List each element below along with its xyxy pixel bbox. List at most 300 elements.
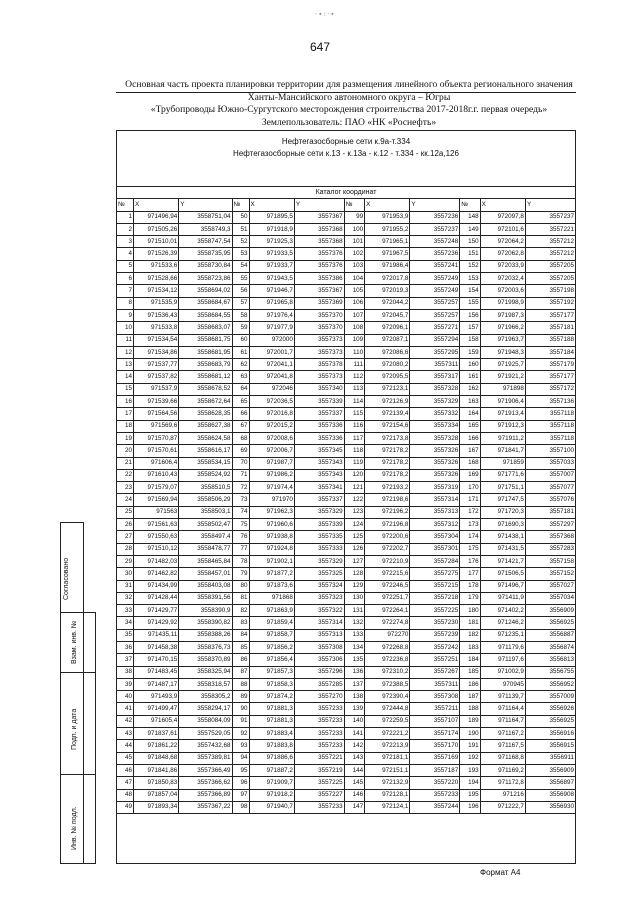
y-coordinate-cell: 3557027 <box>525 580 575 592</box>
table-row <box>117 580 576 592</box>
x-coordinate-cell: 971429,92 <box>133 617 178 629</box>
x-coordinate-cell: 971428,44 <box>133 592 178 604</box>
y-coordinate-cell: 3557378 <box>294 359 344 371</box>
table-row <box>117 678 576 690</box>
y-coordinate-cell: 3557296 <box>294 666 344 678</box>
table-row <box>117 801 576 813</box>
y-coordinate-cell: 3558681,75 <box>179 334 232 346</box>
y-coordinate-cell: 3558683,79 <box>179 359 232 371</box>
x-coordinate-cell: 971841,7 <box>480 445 525 457</box>
x-coordinate-cell: 971970 <box>249 494 294 506</box>
point-number-cell: 52 <box>232 236 249 248</box>
x-coordinate-cell: 971887,2 <box>249 764 294 776</box>
y-coordinate-cell: 3557373 <box>294 346 344 358</box>
table-row <box>117 297 576 309</box>
x-coordinate-cell: 971720,3 <box>480 506 525 518</box>
point-number-cell: 152 <box>460 260 480 272</box>
point-number-cell: 15 <box>117 383 134 395</box>
point-number-cell: 144 <box>344 764 364 776</box>
y-coordinate-cell: 3556930 <box>525 801 575 813</box>
y-coordinate-cell: 3558390,9 <box>179 605 232 617</box>
table-row <box>117 309 576 321</box>
x-coordinate-cell: 971965,1 <box>365 236 410 248</box>
point-number-cell: 2 <box>117 223 134 235</box>
column-header: X <box>480 199 525 211</box>
x-coordinate-cell: 972045,7 <box>365 309 410 321</box>
x-coordinate-cell: 971411,9 <box>480 592 525 604</box>
point-number-cell: 23 <box>117 482 134 494</box>
column-header: Y <box>294 199 344 211</box>
y-coordinate-cell: 3557332 <box>410 408 460 420</box>
point-number-cell: 116 <box>344 420 364 432</box>
x-coordinate-cell: 971246,2 <box>480 617 525 629</box>
x-coordinate-cell: 971863,9 <box>249 605 294 617</box>
x-coordinate-cell: 972008,6 <box>249 432 294 444</box>
y-coordinate-cell: 3557333 <box>294 543 344 555</box>
y-coordinate-cell: 3557373 <box>294 371 344 383</box>
catalog-header-row <box>117 199 576 211</box>
x-coordinate-cell: 972221,2 <box>365 728 410 740</box>
y-coordinate-cell: 3557334 <box>410 420 460 432</box>
x-coordinate-cell: 971526,39 <box>133 248 178 260</box>
y-coordinate-cell: 3557236 <box>410 211 460 223</box>
x-coordinate-cell: 971534,86 <box>133 346 178 358</box>
y-coordinate-cell: 3556897 <box>525 777 575 789</box>
point-number-cell: 130 <box>344 592 364 604</box>
y-coordinate-cell: 3557275 <box>410 568 460 580</box>
point-number-cell: 35 <box>117 629 134 641</box>
y-coordinate-cell: 3557007 <box>525 469 575 481</box>
scan-artifact: ·∙:·∙ <box>315 10 336 18</box>
y-coordinate-cell: 3557323 <box>294 592 344 604</box>
y-coordinate-cell: 3557367 <box>294 285 344 297</box>
header-underline <box>116 92 576 93</box>
y-coordinate-cell: 3557366,62 <box>179 777 232 789</box>
x-coordinate-cell: 972046 <box>249 383 294 395</box>
y-coordinate-cell: 3558628,35 <box>179 408 232 420</box>
y-coordinate-cell: 3558681,12 <box>179 371 232 383</box>
y-coordinate-cell: 3557221 <box>525 223 575 235</box>
x-coordinate-cell: 971528,66 <box>133 273 178 285</box>
y-coordinate-cell: 3558391,56 <box>179 592 232 604</box>
point-number-cell: 121 <box>344 482 364 494</box>
point-number-cell: 39 <box>117 678 134 690</box>
point-number-cell: 61 <box>232 346 249 358</box>
x-coordinate-cell: 972200,6 <box>365 531 410 543</box>
y-coordinate-cell: 3557341 <box>294 482 344 494</box>
x-coordinate-cell: 971861,22 <box>133 740 178 752</box>
x-coordinate-cell: 971987,3 <box>480 309 525 321</box>
x-coordinate-cell: 971913,4 <box>480 408 525 420</box>
x-coordinate-cell: 971605,4 <box>133 715 178 727</box>
point-number-cell: 137 <box>344 678 364 690</box>
y-coordinate-cell: 3557174 <box>410 728 460 740</box>
x-coordinate-cell: 971536,43 <box>133 309 178 321</box>
table-row <box>117 740 576 752</box>
point-number-cell: 57 <box>232 297 249 309</box>
column-header: № <box>232 199 249 211</box>
point-number-cell: 151 <box>460 248 480 260</box>
x-coordinate-cell: 971537,77 <box>133 359 178 371</box>
y-coordinate-cell: 3558624,58 <box>179 432 232 444</box>
y-coordinate-cell: 3558747,54 <box>179 236 232 248</box>
x-coordinate-cell: 972126,9 <box>365 396 410 408</box>
y-coordinate-cell: 3557233 <box>294 715 344 727</box>
y-coordinate-cell: 3557326 <box>410 469 460 481</box>
x-coordinate-cell: 971873,6 <box>249 580 294 592</box>
point-number-cell: 162 <box>460 383 480 395</box>
table-row <box>117 457 576 469</box>
table-row <box>117 260 576 272</box>
x-coordinate-cell: 971960,6 <box>249 519 294 531</box>
x-coordinate-cell: 971216 <box>480 789 525 801</box>
point-number-cell: 142 <box>344 740 364 752</box>
point-number-cell: 134 <box>344 641 364 653</box>
y-coordinate-cell: 3558305,2 <box>179 691 232 703</box>
header-line-1: Основная часть проекта планировки территории для размещения линейного объекта регионального значения <box>125 79 573 90</box>
point-number-cell: 46 <box>117 764 134 776</box>
y-coordinate-cell: 3557136 <box>525 396 575 408</box>
point-number-cell: 114 <box>344 396 364 408</box>
x-coordinate-cell: 971918,2 <box>249 789 294 801</box>
x-coordinate-cell: 971167,5 <box>480 740 525 752</box>
point-number-cell: 117 <box>344 432 364 444</box>
x-coordinate-cell: 971859 <box>480 457 525 469</box>
header-line-2: Ханты-Мансийского автономного округа – Югры <box>247 91 451 103</box>
point-number-cell: 119 <box>344 457 364 469</box>
point-number-cell: 60 <box>232 334 249 346</box>
x-coordinate-cell: 971857,04 <box>133 789 178 801</box>
y-coordinate-cell: 3558684,67 <box>179 297 232 309</box>
y-coordinate-cell: 3557184 <box>525 346 575 358</box>
x-coordinate-cell: 972062,8 <box>480 248 525 260</box>
table-row <box>117 285 576 297</box>
y-coordinate-cell: 3557249 <box>410 273 460 285</box>
y-coordinate-cell: 3558735,95 <box>179 248 232 260</box>
x-coordinate-cell: 971606,4 <box>133 457 178 469</box>
table-row <box>117 777 576 789</box>
point-number-cell: 186 <box>460 678 480 690</box>
y-coordinate-cell: 3557367 <box>294 211 344 223</box>
x-coordinate-cell: 972041,8 <box>249 371 294 383</box>
point-number-cell: 69 <box>232 445 249 457</box>
x-coordinate-cell: 971222,7 <box>480 801 525 813</box>
table-row <box>117 629 576 641</box>
x-coordinate-cell: 971462,82 <box>133 568 178 580</box>
table-row <box>117 236 576 248</box>
y-coordinate-cell: 3556926 <box>525 703 575 715</box>
x-coordinate-cell: 972006,7 <box>249 445 294 457</box>
y-coordinate-cell: 3558627,38 <box>179 420 232 432</box>
x-coordinate-cell: 971868 <box>249 592 294 604</box>
y-coordinate-cell: 3556908 <box>525 789 575 801</box>
y-coordinate-cell: 3557339 <box>294 519 344 531</box>
point-number-cell: 34 <box>117 617 134 629</box>
point-number-cell: 70 <box>232 457 249 469</box>
y-coordinate-cell: 3557325 <box>294 568 344 580</box>
header-line-4: Землепользователь: ПАО «НК «Роснефть» <box>261 116 437 128</box>
x-coordinate-cell: 972016,8 <box>249 408 294 420</box>
x-coordinate-cell: 971909,7 <box>249 777 294 789</box>
point-number-cell: 132 <box>344 617 364 629</box>
point-number-cell: 73 <box>232 494 249 506</box>
point-number-cell: 106 <box>344 297 364 309</box>
point-number-cell: 180 <box>460 605 480 617</box>
y-coordinate-cell: 3557225 <box>410 605 460 617</box>
point-number-cell: 32 <box>117 592 134 604</box>
x-coordinate-cell: 971434,99 <box>133 580 178 592</box>
y-coordinate-cell: 3557366,49 <box>179 764 232 776</box>
y-coordinate-cell: 3556915 <box>525 740 575 752</box>
x-coordinate-cell: 971690,3 <box>480 519 525 531</box>
y-coordinate-cell: 3557248 <box>410 236 460 248</box>
x-coordinate-cell: 971499,47 <box>133 703 178 715</box>
point-number-cell: 105 <box>344 285 364 297</box>
point-number-cell: 183 <box>460 641 480 653</box>
x-coordinate-cell: 972251,7 <box>365 592 410 604</box>
inv-replace-label: Взам. инв. № <box>71 620 78 664</box>
x-coordinate-cell: 971534,12 <box>133 285 178 297</box>
y-coordinate-cell: 3557368 <box>525 531 575 543</box>
x-coordinate-cell: 972274,8 <box>365 617 410 629</box>
x-coordinate-cell: 971579,07 <box>133 482 178 494</box>
y-coordinate-cell: 3557339 <box>294 396 344 408</box>
x-coordinate-cell: 971505,26 <box>133 223 178 235</box>
x-coordinate-cell: 971564,56 <box>133 408 178 420</box>
format-label: Формат А4 <box>480 868 521 877</box>
y-coordinate-cell: 3557212 <box>525 236 575 248</box>
y-coordinate-cell: 3557233 <box>294 740 344 752</box>
y-coordinate-cell: 3556909 <box>525 605 575 617</box>
x-coordinate-cell: 971179,6 <box>480 641 525 653</box>
x-coordinate-cell: 971496,94 <box>133 211 178 223</box>
x-coordinate-cell: 972264,1 <box>365 605 410 617</box>
point-number-cell: 168 <box>460 457 480 469</box>
point-number-cell: 3 <box>117 236 134 248</box>
y-coordinate-cell: 3557368 <box>294 236 344 248</box>
x-coordinate-cell: 971771,6 <box>480 469 525 481</box>
x-coordinate-cell: 971197,6 <box>480 654 525 666</box>
table-row <box>117 666 576 678</box>
x-coordinate-cell: 971537,9 <box>133 383 178 395</box>
y-coordinate-cell: 3557212 <box>525 248 575 260</box>
x-coordinate-cell: 971487,17 <box>133 678 178 690</box>
y-coordinate-cell: 3557220 <box>410 777 460 789</box>
point-number-cell: 182 <box>460 629 480 641</box>
x-coordinate-cell: 972178,2 <box>365 469 410 481</box>
point-number-cell: 97 <box>232 789 249 801</box>
point-number-cell: 31 <box>117 580 134 592</box>
x-coordinate-cell: 971902,1 <box>249 555 294 567</box>
x-coordinate-cell: 971510,01 <box>133 236 178 248</box>
point-number-cell: 51 <box>232 223 249 235</box>
y-coordinate-cell: 3557301 <box>410 543 460 555</box>
x-coordinate-cell: 971962,3 <box>249 506 294 518</box>
y-coordinate-cell: 3558681,95 <box>179 346 232 358</box>
y-coordinate-cell: 3558730,84 <box>179 260 232 272</box>
y-coordinate-cell: 3557367,22 <box>179 801 232 813</box>
point-number-cell: 100 <box>344 223 364 235</box>
y-coordinate-cell: 3557179 <box>525 359 575 371</box>
table-row <box>117 371 576 383</box>
table-row <box>117 752 576 764</box>
y-coordinate-cell: 3557311 <box>410 678 460 690</box>
y-coordinate-cell: 3558457,01 <box>179 568 232 580</box>
y-coordinate-cell: 3557257 <box>410 309 460 321</box>
y-coordinate-cell: 3557187 <box>410 764 460 776</box>
table-row <box>117 359 576 371</box>
point-number-cell: 88 <box>232 678 249 690</box>
point-number-cell: 158 <box>460 334 480 346</box>
x-coordinate-cell: 971998,9 <box>480 297 525 309</box>
y-coordinate-cell: 3557304 <box>410 531 460 543</box>
y-coordinate-cell: 3558390,82 <box>179 617 232 629</box>
y-coordinate-cell: 3557251 <box>410 654 460 666</box>
stamp-column-inner <box>84 612 96 864</box>
y-coordinate-cell: 3557345 <box>294 445 344 457</box>
table-row <box>117 408 576 420</box>
x-coordinate-cell: 971537,82 <box>133 371 178 383</box>
y-coordinate-cell: 3556952 <box>525 678 575 690</box>
x-coordinate-cell: 972095,5 <box>365 371 410 383</box>
x-coordinate-cell: 971458,38 <box>133 641 178 653</box>
point-number-cell: 86 <box>232 654 249 666</box>
point-number-cell: 128 <box>344 568 364 580</box>
point-number-cell: 59 <box>232 322 249 334</box>
header-line-3: «Трубопроводы Южно-Сургутского месторождения строительства 2017-2018г.г. первая очередь» <box>150 104 548 116</box>
point-number-cell: 37 <box>117 654 134 666</box>
table-row <box>117 420 576 432</box>
x-coordinate-cell: 971938,8 <box>249 531 294 543</box>
y-coordinate-cell: 3557241 <box>410 260 460 272</box>
y-coordinate-cell: 3556916 <box>525 728 575 740</box>
document-header <box>100 79 598 129</box>
x-coordinate-cell: 971850,83 <box>133 777 178 789</box>
y-coordinate-cell: 3557295 <box>410 346 460 358</box>
x-coordinate-cell: 972036,5 <box>249 396 294 408</box>
point-number-cell: 94 <box>232 752 249 764</box>
point-number-cell: 175 <box>460 543 480 555</box>
y-coordinate-cell: 3557009 <box>525 691 575 703</box>
stamp-divider <box>60 672 96 673</box>
y-coordinate-cell: 3557314 <box>294 617 344 629</box>
point-number-cell: 195 <box>460 789 480 801</box>
y-coordinate-cell: 3557369 <box>294 297 344 309</box>
point-number-cell: 190 <box>460 728 480 740</box>
x-coordinate-cell: 971986,4 <box>365 260 410 272</box>
x-coordinate-cell: 972388,5 <box>365 678 410 690</box>
x-coordinate-cell: 971172,8 <box>480 777 525 789</box>
stamp-divider <box>60 774 96 775</box>
x-coordinate-cell: 972032,4 <box>480 273 525 285</box>
x-coordinate-cell: 971002,9 <box>480 666 525 678</box>
point-number-cell: 89 <box>232 691 249 703</box>
y-coordinate-cell: 3557239 <box>410 629 460 641</box>
x-coordinate-cell: 972196,8 <box>365 519 410 531</box>
x-coordinate-cell: 971483,45 <box>133 666 178 678</box>
x-coordinate-cell: 971550,63 <box>133 531 178 543</box>
y-coordinate-cell: 3558318,57 <box>179 678 232 690</box>
x-coordinate-cell: 971470,15 <box>133 654 178 666</box>
point-number-cell: 95 <box>232 764 249 776</box>
y-coordinate-cell: 3557249 <box>410 285 460 297</box>
y-coordinate-cell: 3558723,86 <box>179 273 232 285</box>
point-number-cell: 187 <box>460 691 480 703</box>
y-coordinate-cell: 3557283 <box>525 543 575 555</box>
point-number-cell: 135 <box>344 654 364 666</box>
x-coordinate-cell: 972001,7 <box>249 346 294 358</box>
point-number-cell: 153 <box>460 273 480 285</box>
y-coordinate-cell: 3557270 <box>294 691 344 703</box>
point-number-cell: 104 <box>344 273 364 285</box>
x-coordinate-cell: 971570,87 <box>133 432 178 444</box>
point-number-cell: 82 <box>232 605 249 617</box>
point-number-cell: 164 <box>460 408 480 420</box>
point-number-cell: 64 <box>232 383 249 395</box>
y-coordinate-cell: 3557233 <box>294 703 344 715</box>
x-coordinate-cell: 971925,7 <box>480 359 525 371</box>
y-coordinate-cell: 3557529,05 <box>179 728 232 740</box>
y-coordinate-cell: 3557077 <box>525 482 575 494</box>
y-coordinate-cell: 3557233 <box>294 801 344 813</box>
x-coordinate-cell: 971164,7 <box>480 715 525 727</box>
point-number-cell: 167 <box>460 445 480 457</box>
point-number-cell: 166 <box>460 432 480 444</box>
point-number-cell: 146 <box>344 789 364 801</box>
point-number-cell: 56 <box>232 285 249 297</box>
y-coordinate-cell: 3558325,94 <box>179 666 232 678</box>
y-coordinate-cell: 3557198 <box>525 285 575 297</box>
y-coordinate-cell: 3557076 <box>525 494 575 506</box>
x-coordinate-cell: 971493,9 <box>133 691 178 703</box>
x-coordinate-cell: 972236,8 <box>365 654 410 666</box>
y-coordinate-cell: 3557244 <box>410 801 460 813</box>
y-coordinate-cell: 3557172 <box>525 383 575 395</box>
point-number-cell: 163 <box>460 396 480 408</box>
x-coordinate-cell: 972154,6 <box>365 420 410 432</box>
y-coordinate-cell: 3558403,08 <box>179 580 232 592</box>
y-coordinate-cell: 3557336 <box>294 432 344 444</box>
x-coordinate-cell: 971535,9 <box>133 297 178 309</box>
y-coordinate-cell: 3557335 <box>294 531 344 543</box>
y-coordinate-cell: 3556925 <box>525 715 575 727</box>
x-coordinate-cell: 972246,5 <box>365 580 410 592</box>
y-coordinate-cell: 3557308 <box>294 641 344 653</box>
table-row <box>117 568 576 580</box>
x-coordinate-cell: 971858,7 <box>249 629 294 641</box>
x-coordinate-cell: 971967,5 <box>365 248 410 260</box>
y-coordinate-cell: 3557205 <box>525 260 575 272</box>
x-coordinate-cell: 972390,4 <box>365 691 410 703</box>
point-number-cell: 77 <box>232 543 249 555</box>
point-number-cell: 101 <box>344 236 364 248</box>
point-number-cell: 149 <box>460 223 480 235</box>
x-coordinate-cell: 971966,2 <box>480 322 525 334</box>
x-coordinate-cell: 971438,1 <box>480 531 525 543</box>
point-number-cell: 58 <box>232 309 249 321</box>
point-number-cell: 115 <box>344 408 364 420</box>
x-coordinate-cell: 971974,4 <box>249 482 294 494</box>
y-coordinate-cell: 3558749,3 <box>179 223 232 235</box>
y-coordinate-cell: 3558084,09 <box>179 715 232 727</box>
y-coordinate-cell: 3557297 <box>525 519 575 531</box>
x-coordinate-cell: 971858,3 <box>249 678 294 690</box>
x-coordinate-cell: 971421,7 <box>480 555 525 567</box>
x-coordinate-cell: 971940,7 <box>249 801 294 813</box>
point-number-cell: 170 <box>460 482 480 494</box>
y-coordinate-cell: 3558684,55 <box>179 309 232 321</box>
point-number-cell: 17 <box>117 408 134 420</box>
